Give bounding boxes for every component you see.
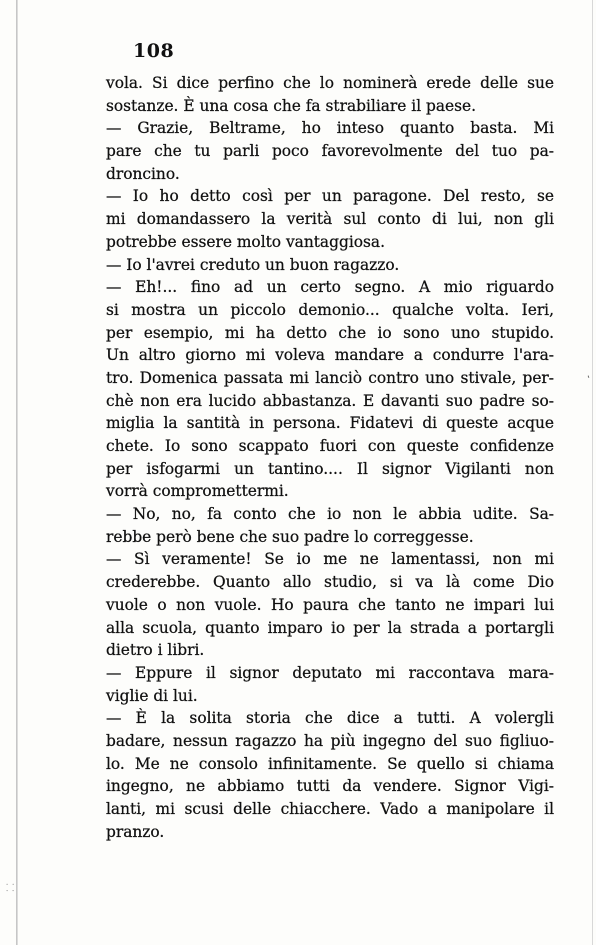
text-line: miglia la santità in persona. Fidatevi di queste acque — [106, 414, 554, 433]
text-line: — No, no, fa conto che io non le abbia udite. Sa- — [106, 505, 554, 524]
edge-smudge: ʽ — [586, 376, 590, 387]
text-line: — Sì veramente! Se io me ne lamentassi, non mi — [106, 550, 554, 569]
page-gutter-edge — [16, 0, 18, 945]
text-line: — Grazie, Beltrame, ho inteso quanto basta. Mi — [106, 119, 554, 138]
text-line: per esempio, mi ha detto che io sono uno stupido. — [106, 323, 554, 342]
text-line: alla scuola, quanto imparo io per la strada a portargli — [106, 618, 554, 637]
text-line: viglie di lui. — [106, 686, 198, 705]
text-line: mi domandassero la verità sul conto di lui, non gli — [106, 210, 554, 229]
text-line: sostanze. È una cosa che fa strabiliare il paese. — [106, 96, 477, 115]
text-line: dietro i libri. — [106, 641, 205, 660]
page-outer-edge — [592, 0, 593, 945]
text-line: droncino. — [106, 164, 180, 183]
text-line: pare che tu parli poco favorevolmente del tuo pa- — [106, 142, 554, 161]
text-line: Un altro giorno mi voleva mandare a condurre l'ara- — [106, 346, 554, 365]
body-text — [106, 72, 554, 843]
text-line: crederebbe. Quanto allo studio, si va là come Dio — [106, 573, 554, 592]
text-line: chete. Io sono scappato fuori con queste confidenze — [106, 437, 554, 455]
text-line: per isfogarmi un tantino.... Il signor Vigilanti non — [106, 459, 554, 478]
text-line: — Eh!... fino ad un certo segno. A mio riguardo — [106, 278, 554, 297]
text-line: — Eppure il signor deputato mi raccontava mara- — [106, 663, 554, 682]
text-line: tro. Domenica passata mi lanciò contro uno stivale, per- — [106, 368, 554, 387]
text-line: — Io l'avrei creduto un buon ragazzo. — [106, 255, 400, 274]
text-line: si mostra un piccolo demonio... qualche volta. Ieri, — [106, 300, 554, 319]
text-line: vola. Si dice perfino che lo nominerà erede delle sue — [106, 74, 554, 92]
text-line: lanti, mi scusi delle chiacchere. Vado a manipolare il — [106, 800, 554, 818]
text-line: chè non era lucido abbastanza. E davanti suo padre so- — [106, 391, 554, 410]
text-line: potrebbe essere molto vantaggiosa. — [106, 232, 385, 251]
page-number: 108 — [133, 40, 175, 62]
margin-smudge: ⸬ — [6, 883, 15, 894]
text-line: vuole o non vuole. Ho paura che tanto ne impari lui — [106, 595, 554, 614]
text-line: badare, nessun ragazzo ha più ingegno del suo figliuo- — [106, 731, 554, 750]
text-line: ingegno, ne abbiamo tutti da vendere. Signor Vigi- — [106, 777, 554, 796]
text-line: vorrà compromettermi. — [106, 482, 289, 501]
text-line: lo. Me ne consolo infinitamente. Se quello si chiama — [106, 754, 554, 773]
text-line: pranzo. — [106, 822, 165, 841]
text-line: — Io ho detto così per un paragone. Del resto, se — [106, 187, 554, 206]
text-line: — È la solita storia che dice a tutti. A volergli — [106, 709, 554, 728]
text-line: rebbe però bene che suo padre lo correggesse. — [106, 527, 474, 546]
